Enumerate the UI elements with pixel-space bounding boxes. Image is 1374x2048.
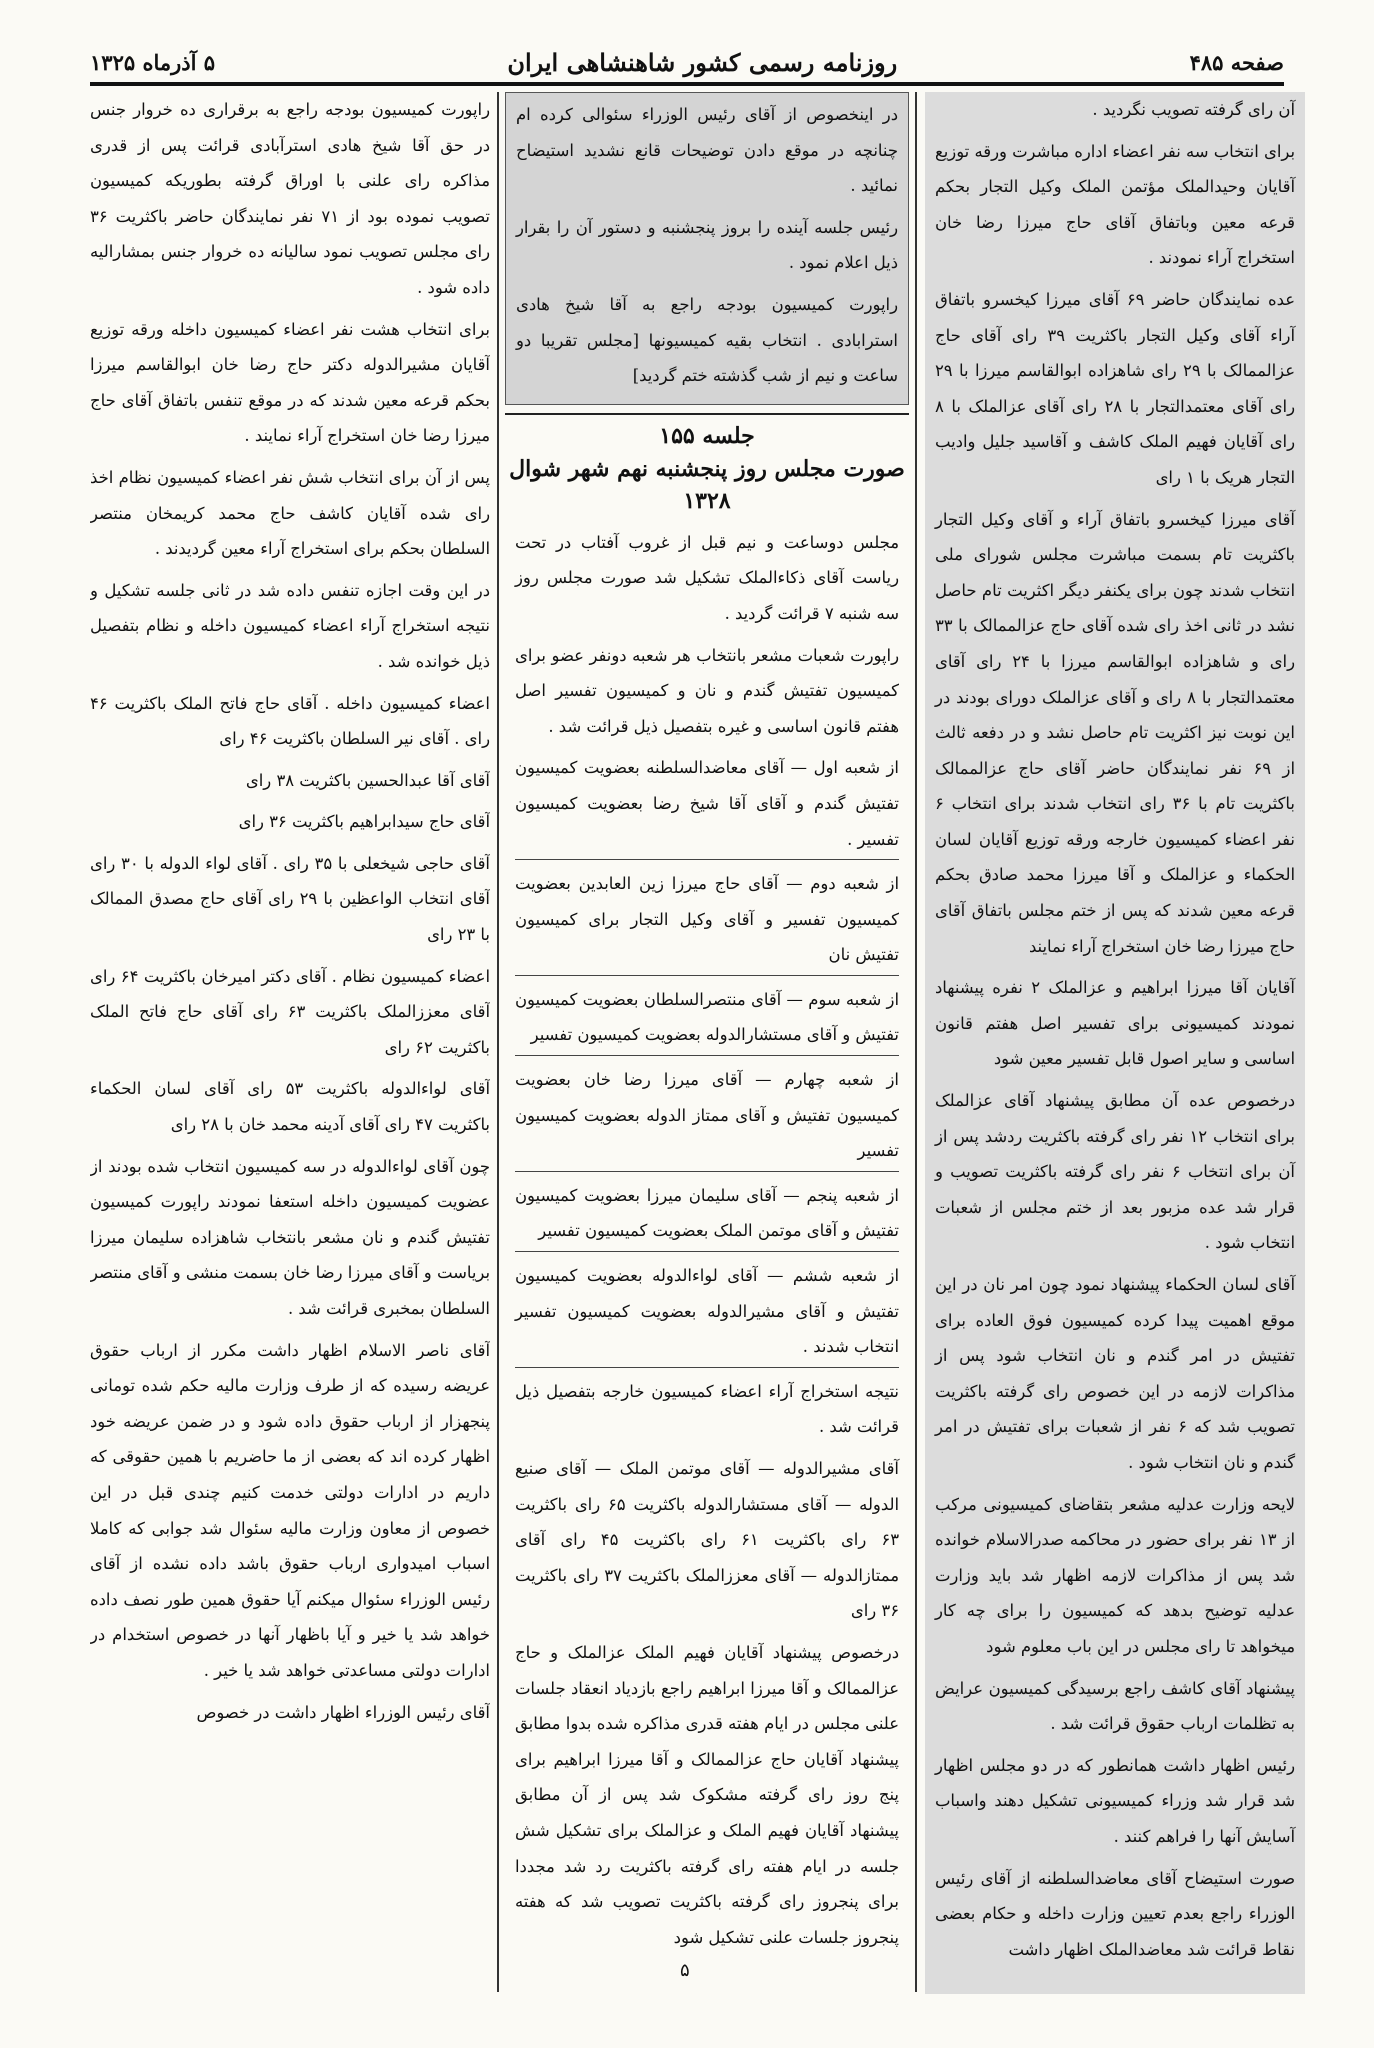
header-rule bbox=[90, 82, 1284, 86]
column-left bbox=[90, 92, 490, 1992]
paragraph: اعضاء کمیسیون نظام . آقای دکتر امیرخان باکثریت ۶۴ رای آقای معززالملک باکثریت ۶۳ رای آقای حاج فاتح الملک باکثریت ۶۲ رای bbox=[90, 966, 490, 1057]
paragraph: برای انتخاب هشت نفر اعضاء کمیسیون داخله ورقه توزیع آقایان مشیرالدوله دکتر حاج رضا خان ابوالقاسم میرزا بحکم قرعه معین شدند که در موقع تنفس باتفاق آقای حاج میرزا رضا خان استخراج آراء نمایند . bbox=[90, 319, 490, 446]
session-body bbox=[505, 525, 909, 1956]
page-header bbox=[90, 42, 1284, 82]
column-separator bbox=[915, 92, 917, 1992]
paragraph: آقای حاج سیدابراهیم باکثریت ۳۶ رای bbox=[238, 812, 490, 832]
paragraph: آن رای گرفته تصویب نگردید . bbox=[1092, 100, 1295, 119]
list-item: از شعبه دوم — آقای حاج میرزا زین العابدین بعضویت کمیسیون تفسیر و آقای وکیل التجار برای کمیسیون تفتیش نان bbox=[515, 866, 899, 976]
list-item: از شعبه اول — آقای معاضدالسلطنه بعضویت کمیسیون تفتیش گندم و آقای آقا شیخ رضا بعضویت کمیسیون تفسیر . bbox=[515, 750, 899, 860]
session-heading bbox=[505, 413, 909, 517]
paragraph: نتیجه استخراج آراء اعضاء کمیسیون خارجه بتفصیل ذیل قرائت شد . bbox=[515, 1381, 899, 1437]
paragraph: لایحه وزارت عدلیه مشعر بتقاضای کمیسیونی مرکب از ۱۳ نفر برای حضور در محاکمه صدرالاسلام خوانده شد پس از مذاکرات لازمه اظهار شد باید وزارت عدلیه توضیح بدهد که کمیسیون را برای چه کار میخواهد تا رای مجلس در این باب معلوم شود bbox=[935, 1494, 1296, 1656]
paragraph: پس از آن برای انتخاب شش نفر اعضاء کمیسیون نظام اخذ رای شده آقایان کاشف حاج محمد کریمخان منتصر السلطان بحکم برای استخراج آراء معین گردیدند . bbox=[90, 467, 490, 559]
issue-date: ۵ آذرماه ۱۳۲۵ bbox=[90, 49, 216, 75]
paragraph: آقای لسان الحکماء پیشنهاد نمود چون امر نان در این موقع اهمیت پیدا کرده کمیسیون فوق العاده برای تفتیش در امر گندم و نان انتخاب شود پس از مذاکرات لازمه در این خصوص رای گرفته باکثریت تصویب شد که ۶ نفر از شعبات برای تفتیش در امر گندم و نان انتخاب شود . bbox=[935, 1275, 1295, 1472]
paragraph: آقای رئیس الوزراء اظهار داشت در خصوص bbox=[196, 1702, 490, 1722]
paragraph: برای انتخاب سه نفر اعضاء اداره مباشرت ورقه توزیع آقایان وحیدالملک مؤتمن الملک وکیل التجار بحکم قرعه معین وباتفاق آقای حاج میرزا رضا خان استخراج آراء نمودند . bbox=[935, 141, 1295, 268]
paragraph: اعضاء کمیسیون داخله . آقای حاج فاتح الملک باکثریت ۴۶ رای . آقای نیر السلطان باکثریت ۴۶ رای bbox=[90, 693, 490, 749]
list-item: از شعبه ششم — آقای لواءالدوله بعضویت کمیسیون تفتیش و آقای مشیرالدوله بعضویت کمیسیون تفسیر انتخاب شدند . bbox=[515, 1258, 899, 1368]
paragraph: آقای ناصر الاسلام اظهار داشت مکرر از ارباب حقوق عریضه رسیده که از طرف وزارت مالیه حکم شده تومانی پنجهزار از ارباب حقوق داده شود و در ضمن عریضه خود اظهار کرده اند که بعضی از ما حاضریم با همین حقوقی که داریم در ادارات دولتی خدمت کنیم چندی قبل در این خصوص از معاون وزارت مالیه سئوال شد جوابی که کاملا اسباب امیدواری ارباب حقوق باشد داده نشده از آقای رئیس الوزراء سئوال میکنم آیا حقوق همین طور نصف داده خواهد شد یا خیر و آیا باظهار آنها در خصوص استخدام در ادارات دولتی مساعدتی خواهد شد یا خیر . bbox=[90, 1340, 490, 1680]
paragraph: آقایان آقا میرزا ابراهیم و عزالملک ۲ نفره پیشنهاد نمودند کمیسیونی برای تفسیر اصل هفتم قانون اساسی و سایر اصول قابل تفسیر معین شود bbox=[935, 978, 1295, 1069]
paragraph: آقای لواءالدوله باکثریت ۵۳ رای آقای لسان الحکماء باکثریت ۴۷ رای آقای آدینه محمد خان با ۲۸ رای bbox=[90, 1079, 490, 1135]
newspaper-title: روزنامه رسمی کشور شاهنشاهی ایران bbox=[507, 47, 898, 77]
session-number: جلسه ۱۵۵ bbox=[659, 422, 755, 449]
list-item: از شعبه چهارم — آقای میرزا رضا خان بعضویت کمیسیون تفتیش و آقای ممتاز الدوله بعضویت کمیسیون تفسیر bbox=[515, 1062, 899, 1172]
paragraph: آقای حاجی شیخعلی با ۳۵ رای . آقای لواء الدوله با ۳۰ رای آقای انتخاب الواعظین با ۲۹ رای آقای حاج مصدق الممالک با ۲۳ رای bbox=[90, 853, 490, 945]
session-title: صورت مجلس روز پنجشنبه نهم شهر شوال ۱۳۲۸ bbox=[509, 455, 905, 514]
paragraph: رئیس اظهار داشت همانطور که در دو مجلس اظهار شد قرار شد وزراء کمیسیونی تشکیل دهند واسباب آسایش آنها را فراهم کنند . bbox=[935, 1755, 1295, 1846]
paragraph: در این وقت اجازه تنفس داده شد در ثانی جلسه تشکیل و نتیجه استخراج آراء اعضاء کمیسیون داخله و نظام بتفصیل ذیل خوانده شد . bbox=[90, 580, 490, 671]
paragraph: آقای آقا عبدالحسین باکثریت ۳۸ رای bbox=[245, 770, 490, 790]
paragraph: صورت استیضاح آقای معاضدالسلطنه از آقای رئیس الوزراء راجع بعدم تعیین وزارت داخله و حکام بعضی نقاط قرائت شد معاضدالملک اظهار داشت bbox=[935, 1868, 1295, 1959]
shaded-box bbox=[505, 92, 909, 405]
column-middle bbox=[505, 92, 909, 1992]
paragraph: راپورت کمیسیون بودجه راجع به آقا شیخ هادی استرابادی . انتخاب بقیه کمیسیونها [مجلس تقریبا دو ساعت و نیم از شب گذشته ختم گردید] bbox=[516, 294, 898, 386]
paragraph: درخصوص پیشنهاد آقایان فهیم الملک عزالملک و حاج عزالممالک و آقا میرزا ابراهیم راجع بازدیاد انعقاد جلسات علنی مجلس در ایام هفته قدری مذاکره شده بدوا مطابق پیشنهاد آقایان حاج عزالممالک و آقا میرزا ابراهیم برای پنج روز رای گرفته مشکوک شد پس از آن مطابق پیشنهاد آقایان فهیم الملک و عزالملک برای تشکیل شش جلسه در ایام هفته رای گرفته باکثریت رد شد مجددا برای پنجروز رای گرفته باکثریت تصویب شد که هفته پنجروز جلسات علنی تشکیل شود bbox=[515, 1642, 899, 1947]
page-number: صفحه ۴۸۵ bbox=[1189, 49, 1284, 75]
paragraph: راپورت شعبات مشعر بانتخاب هر شعبه دونفر عضو برای کمیسیون تفتیش گندم و نان و کمیسیون تفسیر اصل هفتم قانون اساسی و غیره بتفصیل ذیل قرائت شد . bbox=[515, 645, 899, 736]
paragraph: رئیس جلسه آینده را بروز پنجشنبه و دستور آن را بقرار ذیل اعلام نمود . bbox=[516, 217, 898, 273]
paragraph: آقای میرزا کیخسرو باتفاق آراء و آقای وکیل التجار باکثریت تام بسمت مباشرت مجلس شورای ملی انتخاب شدند چون برای یکنفر دیگر اکثریت تام حاصل نشد در ثانی اخذ رای شده آقای حاج عزالممالک با ۳۳ رای و شاهزاده ابوالقاسم میرزا با ۲۴ رای آقای معتمدالتجار با ۸ رای و آقای عزالملک دورای بودند در این نوبت نیز اکثریت تام حاصل نشد و در دفعه ثالث از ۶۹ نفر نمایندگان حاضر آقای حاج عزالممالک باکثریت تام با ۳۶ رای انتخاب شدند برای انتخاب ۶ نفر اعضاء کمیسیون خارجه ورقه توزیع آقایان لسان الحکماء و عزالملک و آقا میرزا محمد صادق بحکم قرعه معین شدند که پس از ختم مجلس باتفاق آقای حاج میرزا رضا خان استخراج آراء نمایند bbox=[935, 509, 1296, 956]
paragraph: درخصوص عده آن مطابق پیشنهاد آقای عزالملک برای انتخاب ۱۲ نفر رای گرفته باکثریت ردشد پس از آن برای انتخاب ۶ نفر رای گرفته باکثریت تصویب و قرار شد عده مزبور بعد از ختم مجلس از شعبات انتخاب شود . bbox=[935, 1091, 1295, 1253]
list-item: از شعبه پنجم — آقای سلیمان میرزا بعضویت کمیسیون تفتیش و آقای موتمن الملک بعضویت کمیسیون تفسیر bbox=[515, 1178, 899, 1252]
paragraph: عده نمایندگان حاضر ۶۹ آقای میرزا کیخسرو باتفاق آراء آقای وکیل التجار باکثریت ۳۹ رای آقای حاج عزالممالک با ۲۹ رای شاهزاده ابوالقاسم میرزا با ۲۹ رای آقای معتمدالتجار با ۲۸ رای آقای عزالملک با ۸ رای آقایان فهیم الملک کاشف و آقاسید جلیل وادیب التجار هریک با ۱ رای bbox=[935, 289, 1296, 487]
paragraph: در اینخصوص از آقای رئیس الوزراء سئوالی کرده ام چنانچه در موقع دادن توضیحات قانع نشدید استیضاح نمائید . bbox=[516, 105, 898, 196]
list-item: از شعبه سوم — آقای منتصرالسلطان بعضویت کمیسیون تفتیش و آقای مستشارالدوله بعضویت کمیسیون تفسیر bbox=[515, 982, 899, 1056]
paragraph: آقای مشیرالدوله — آقای موتمن الملک — آقای صنیع الدوله — آقای مستشارالدوله باکثریت ۶۵ رای باکثریت ۶۳ رای باکثریت ۶۱ رای باکثریت ۴۵ رای آقای ممتازالدوله — آقای معززالملک باکثریت ۳۷ رای باکثریت ۳۶ رای bbox=[515, 1459, 900, 1621]
paragraph: مجلس دوساعت و نیم قبل از غروب آفتاب در تحت ریاست آقای ذکاءالملک تشکیل شد صورت مجلس روز سه شنبه ۷ قرائت گردید . bbox=[515, 532, 899, 623]
column-right bbox=[925, 92, 1305, 1994]
paragraph: چون آقای لواءالدوله در سه کمیسیون انتخاب شده بودند از عضویت کمیسیون داخله استعفا نمودند راپورت کمیسیون تفتیش گندم و نان مشعر بانتخاب شاهزاده سلیمان میرزا بریاست و آقای میرزا رضا خان بسمت منشی و آقای منتصر السلطان بمخبری قرائت شد . bbox=[90, 1156, 490, 1318]
paragraph: راپورت کمیسیون بودجه راجع به برقراری ده خروار جنس در حق آقا شیخ هادی استرآبادی قرائت پس از قدری مذاکره رای علنی با اوراق گرفته بطوریکه کمیسیون تصویب نموده بود از ۷۱ نفر نمایندگان حاضر باکثریت ۳۶ رای مجلس تصویب نمود سالیانه ده خروار جنس بمشارالیه داده شود . bbox=[90, 100, 490, 297]
column-separator bbox=[497, 92, 499, 1992]
paragraph: پیشنهاد آقای کاشف راجع برسیدگی کمیسیون عرایض به تظلمات ارباب حقوق قرائت شد . bbox=[935, 1678, 1295, 1734]
page-mark: ۵ bbox=[680, 1960, 690, 1981]
